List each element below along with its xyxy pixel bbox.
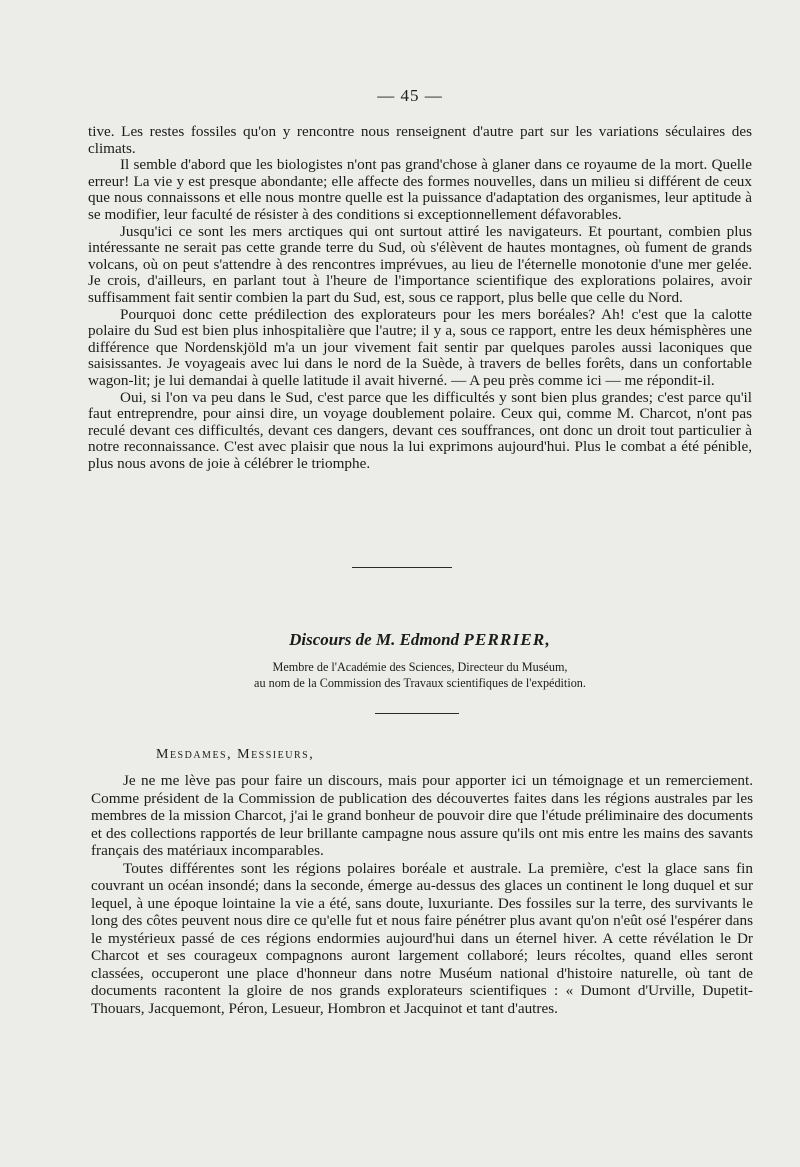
speech-title <box>0 630 800 650</box>
paragraph: Oui, si l'on va peu dans le Sud, c'est parce que les difficultés y sont bien plus grandes; c'est parce qu'il faut entreprendre, pour ainsi dire, un voyage doublement polaire. Ceux qui, comme M. Charcot, n'ont pas reculé devant ces difficultés, devant ces dangers, devant ces souffrances, ont donc un droit tout particulier à notre reconnaissance. C'est avec plaisir que nous la lui exprimons aujourd'hui. Plus le combat a été pénible, plus nous avons de joie à célébrer le triomphe. <box>88 388 752 472</box>
paragraph: Jusqu'ici ce sont les mers arctiques qui ont surtout attiré les navigateurs. Et pourtant, combien plus intéressante ne serait pas cette grande terre du Sud, où s'élèvent de hautes montagnes, où fument de grands volcans, où on peut s'attendre à des rencontres imprévues, au lieu de l'éternelle monotonie d'une mer gelée. Je crois, d'ailleurs, en parlant tout à l'heure de l'importance scientifique des explorations polaires, avoir suffisamment fait sentir combien la part du Sud, est, sous ce rapport, plus belle que celle du Nord. <box>88 222 752 306</box>
page-number: — 45 — <box>377 86 443 105</box>
speech-title-name: PERRIER, <box>463 630 551 649</box>
section-divider <box>352 567 452 568</box>
paragraph: Pourquoi donc cette prédilection des explorateurs pour les mers boréales? Ah! c'est que la calotte polaire du Sud est bien plus inhospitalière que l'autre; il y a, sous ce rapport, entre les deux hémisphères une différence que Nordenskjöld m'a un jour vivement fait sentir par quelques paroles aussi laconiques que saisissantes. Je voyageais avec lui dans le nord de la Suède, à travers de belles forêts, dans un confortable wagon-lit; je lui demandai à quelle latitude il avait hiverné. — A peu près comme ici — me répondit-il. <box>88 305 752 389</box>
speech-title-prefix: Discours de M. Edmond <box>289 630 460 649</box>
paragraph: Il semble d'abord que les biologistes n'ont pas grand'chose à glaner dans ce royaume de la mort. Quelle erreur! La vie y est presque abondante; elle affecte des formes nouvelles, dans un milieu si différent de ceux que nous connaissons et elle nous montre quelle est la puissance d'adaptation des organismes, leur aptitude à se modifier, leur faculté de résister à des conditions si exceptionnellement défavorables. <box>88 156 752 223</box>
salutation: Mesdames, Messieurs, <box>156 747 315 762</box>
title-divider <box>375 713 459 714</box>
paragraph: Je ne me lève pas pour faire un discours, mais pour apporter ici un témoignage et un remerciement. Comme président de la Commission de publication des découvertes faites dans les régions australes par les membres de la mission Charcot, j'ai le grand bonheur de pouvoir dire que l'étude préliminaire des documents et des collections rapportés de leur brillante campagne nous assure qu'ils ont mis entre les mains des savants français des matériaux incomparables. <box>91 772 753 859</box>
speech-subtitle-line2: au nom de la Commission des Travaux scientifiques de l'expédition. <box>254 676 586 690</box>
main-text <box>88 124 752 472</box>
paragraph: tive. Les restes fossiles qu'on y rencontre nous renseignent d'autre part sur les variations séculaires des climats. <box>88 123 752 157</box>
paragraph: Toutes différentes sont les régions polaires boréale et australe. La première, c'est la glace sans fin couvrant un océan insondé; dans la seconde, émerge au-dessus des glaces un continent le long duquel et sur lequel, à une époque lointaine la vie a été, sans doute, luxuriante. Des fossiles sur la terre, des survivants le long des côtes peuvent nous dire ce qu'elle fut et nous faire pénétrer plus avant qu'on n'eût osé l'espérer dans le mystérieux passé de ces régions endormies aujourd'hui dans un éternel hiver. A cette révélation le Dr Charcot et ses courageux compagnons auront largement collaboré; leurs récoltes, quand elles seront classées, occuperont une place d'honneur dans notre Muséum national d'histoire naturelle, où tant de documents racontent la gloire de nos grands explorateurs scientifiques : « Dumont d'Urville, Dupetit-Thouars, Jacquemont, Péron, Lesueur, Hombron et Jacquinot et tant d'autres. <box>91 859 753 1017</box>
speech-text <box>91 772 753 1017</box>
speech-subtitle-line1: Membre de l'Académie des Sciences, Directeur du Muséum, <box>272 660 568 674</box>
